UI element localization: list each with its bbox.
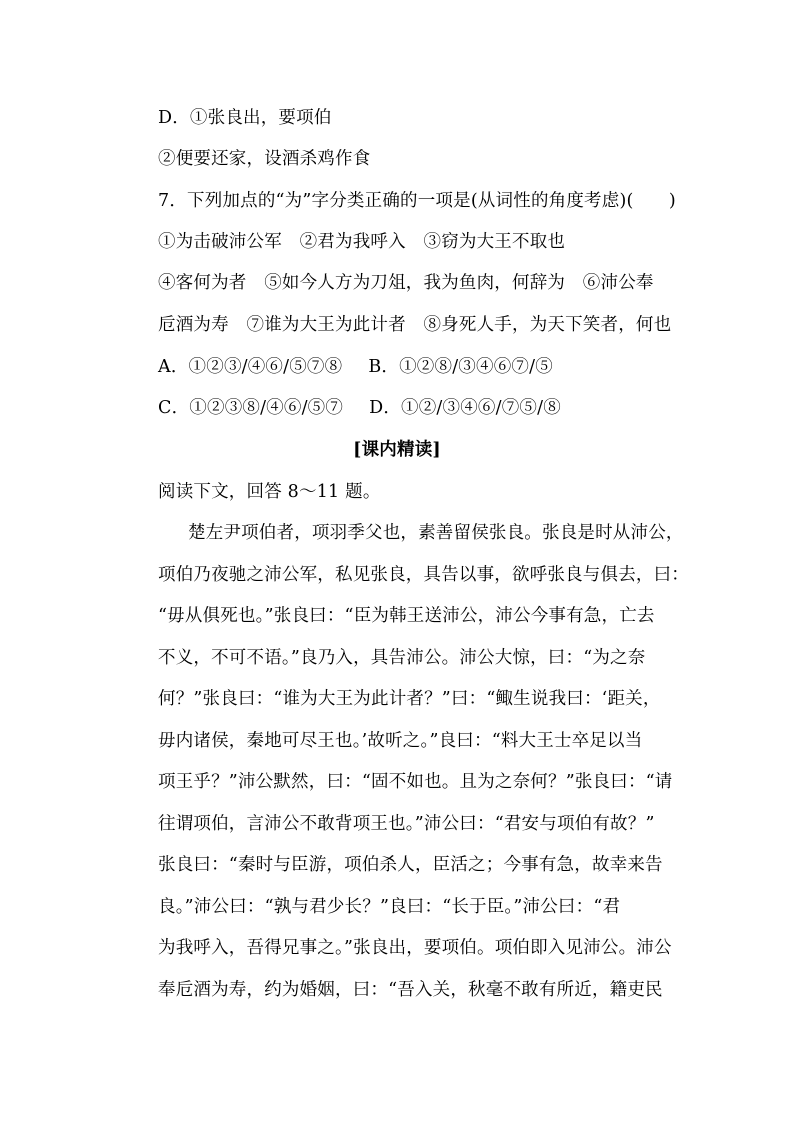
q7-options-row2: [158, 396, 561, 420]
passage-line: 项伯乃夜驰之沛公军，私见张良，具告以事，欲呼张良与俱去，曰：: [158, 565, 689, 585]
passage-line: 往谓项伯，言沛公不敢背项王也。”沛公曰：“君安与项伯有故？”: [158, 814, 655, 834]
q7-items-line3: 卮酒为寿 ⑦谁为大王为此计者 ⑧身死人手，为天下笑者，何也: [158, 315, 672, 335]
section-heading: [课内精读]: [353, 440, 441, 460]
passage-line: 项王乎？”沛公默然，曰：“固不如也。且为之奈何？”张良曰：“请: [158, 772, 673, 792]
q6-option-d-line2: ②便要还家，设酒杀鸡作食: [158, 149, 371, 169]
q7-option-a: A．①②③/④⑥/⑤⑦⑧: [158, 357, 343, 377]
q7-options-row1: [158, 355, 553, 379]
passage-line: 毋内诸侯，秦地可尽王也。’故听之。”良曰：“料大王士卒足以当: [158, 731, 643, 751]
passage-line: 不义，不可不语。”良乃入，具告沛公。沛公大惊，曰：“为之奈: [158, 648, 646, 668]
passage-line: 何？”张良曰：“谁为大王为此计者？”曰：“鲰生说我曰：‘距关，: [158, 689, 661, 709]
q7-items-line1: ①为击破沛公军 ②君为我呼入 ③窃为大王不取也: [158, 232, 566, 252]
q6-option-d-line1: D．①张良出，要项伯: [158, 108, 332, 128]
passage-line: 张良曰：“秦时与臣游，项伯杀人，臣活之；今事有急，故幸来告: [158, 855, 663, 875]
passage-line: 良。”沛公曰：“孰与君少长？”良曰：“长于臣。”沛公曰：“君: [158, 897, 621, 917]
passage-line: 奉卮酒为寿，约为婚姻，曰：“吾入关，秋毫不敢有所近，籍吏民: [158, 980, 663, 1000]
q7-stem: 7．下列加点的“为”字分类正确的一项是(从词性的角度考虑)( ): [158, 191, 676, 211]
reading-instruction: 阅读下文，回答 8～11 题。: [158, 482, 381, 502]
passage-line: 楚左尹项伯者，项羽季父也，素善留侯张良。张良是时从沛公，: [188, 523, 684, 543]
passage-line: 为我呼入，吾得兄事之。”张良出，要项伯。项伯即入见沛公。沛公: [158, 938, 672, 958]
q7-option-d: D．①②/③④⑥/⑦⑤/⑧: [369, 398, 561, 418]
q7-option-b: B．①②⑧/③④⑥⑦/⑤: [368, 357, 553, 377]
q7-option-c: C．①②③⑧/④⑥/⑤⑦: [158, 398, 344, 418]
passage-line: “毋从俱死也。”张良曰：“臣为韩王送沛公，沛公今事有急，亡去: [158, 606, 655, 626]
q7-items-line2: ④客何为者 ⑤如今人方为刀俎，我为鱼肉，何辞为 ⑥沛公奉: [158, 273, 654, 293]
